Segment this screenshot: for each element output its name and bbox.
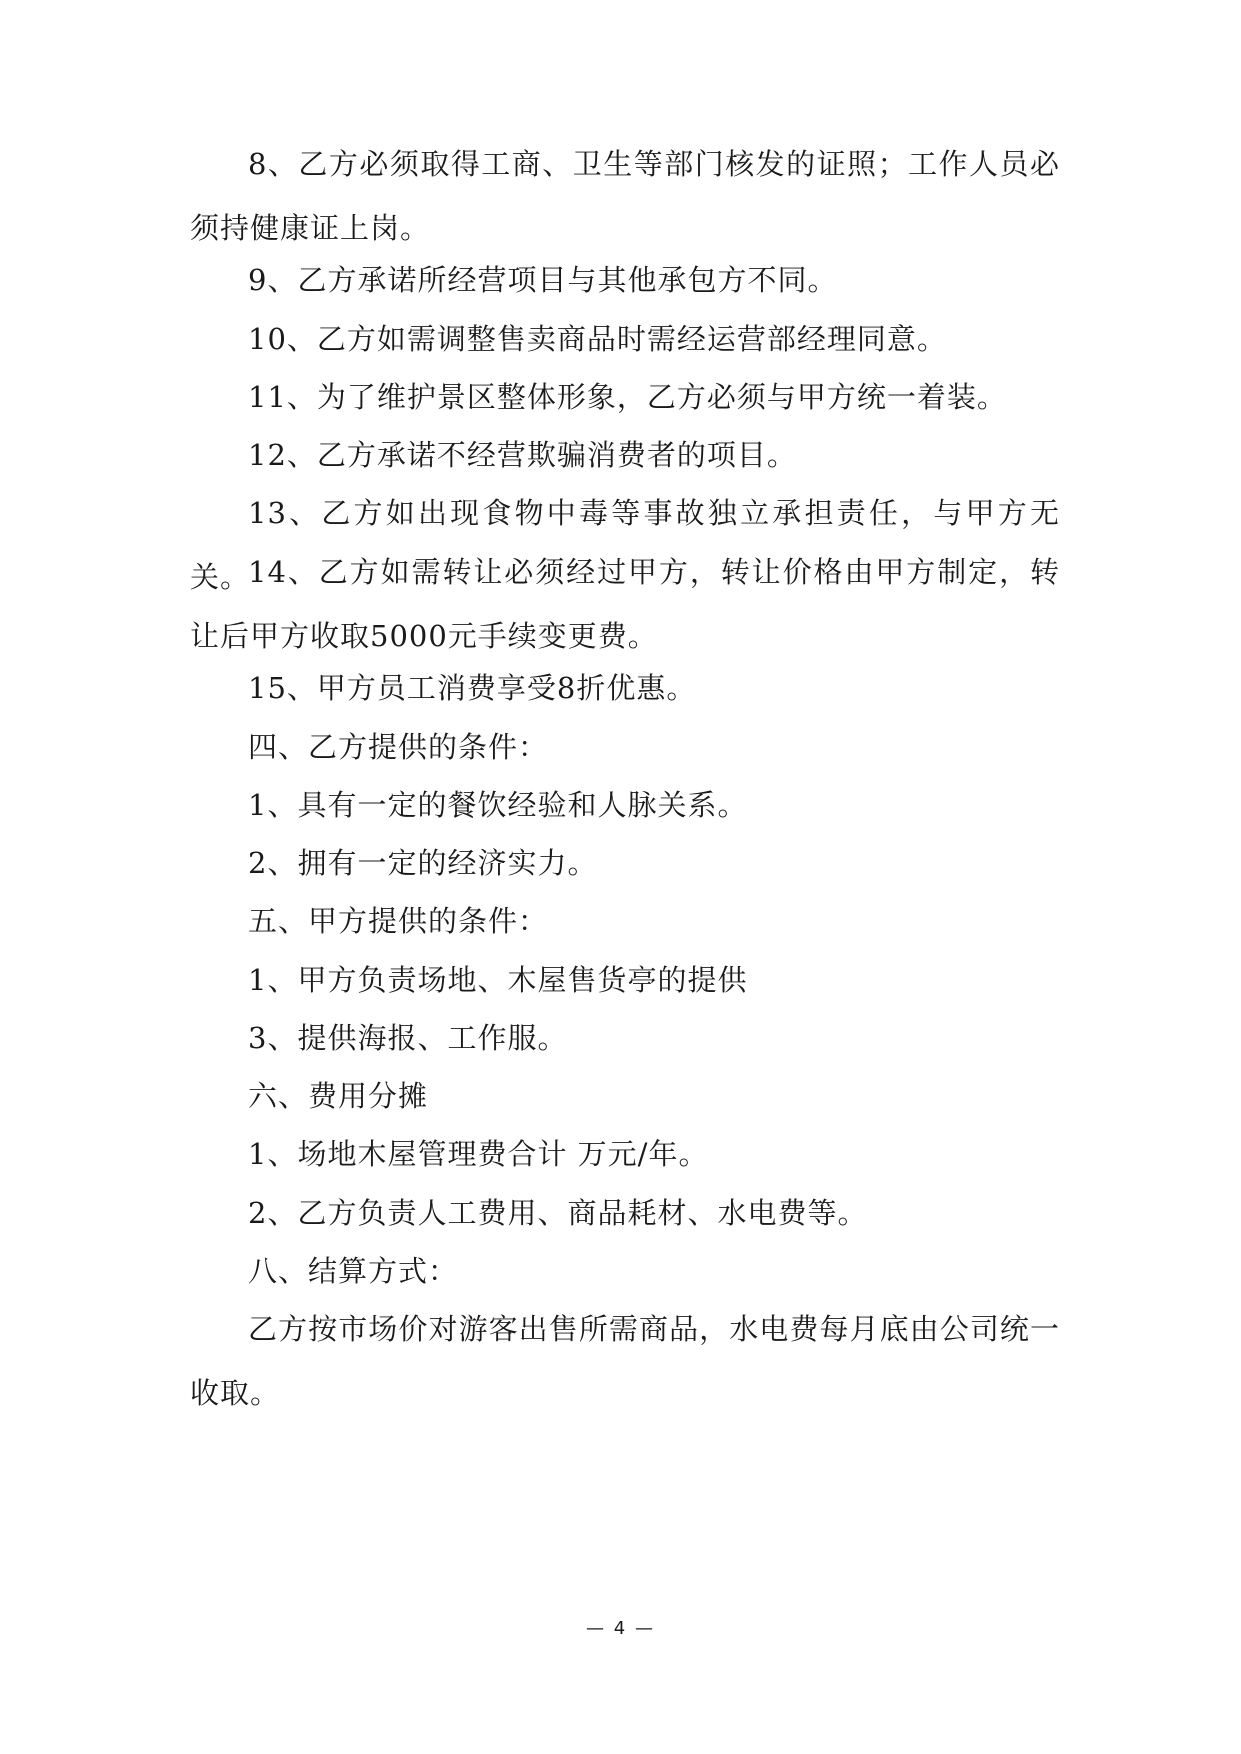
clause-9: 9、乙方承诺所经营项目与其他承包方不同。: [248, 263, 838, 297]
section-4-heading: 四、乙方提供的条件：: [248, 730, 549, 764]
clause-11: 11、为了维护景区整体形象，乙方必须与甲方统一着装。: [248, 380, 1007, 414]
section-6-item-2: 2、乙方负责人工费用、商品耗材、水电费等。: [248, 1196, 868, 1230]
section-8-heading: 八、结算方式：: [248, 1254, 459, 1288]
section-5-item-1: 1、甲方负责场地、木屋售货亭的提供: [248, 963, 748, 997]
section-4-item-2: 2、拥有一定的经济实力。: [248, 846, 598, 880]
clause-15: 15、甲方员工消费享受8折优惠。: [248, 671, 697, 705]
clause-10: 10、乙方如需调整售卖商品时需经运营部经理同意。: [248, 322, 947, 356]
clause-13: 13、乙方如出现食物中毒等事故独立承担责任，与甲方无关。: [190, 496, 1060, 594]
clause-8: 8、乙方必须取得工商、卫生等部门核发的证照；工作人员必须持健康证上岗。: [190, 147, 1060, 245]
section-6-heading: 六、费用分摊: [248, 1079, 429, 1113]
settlement-text: 乙方按市场价对游客出售所需商品，水电费每月底由公司统一收取。: [190, 1312, 1060, 1410]
section-6-item-1: 1、场地木屋管理费合计 万元/年。: [248, 1137, 709, 1171]
section-5-heading: 五、甲方提供的条件：: [248, 904, 549, 938]
clause-14: 14、乙方如需转让必须经过甲方，转让价格由甲方制定，转让后甲方收取5000元手续变更费。: [190, 555, 1060, 653]
section-4-item-1: 1、具有一定的餐饮经验和人脉关系。: [248, 788, 748, 822]
page-number: — 4 —: [586, 1618, 655, 1639]
clause-12: 12、乙方承诺不经营欺骗消费者的项目。: [248, 438, 797, 472]
section-5-item-3: 3、提供海报、工作服。: [248, 1021, 568, 1055]
